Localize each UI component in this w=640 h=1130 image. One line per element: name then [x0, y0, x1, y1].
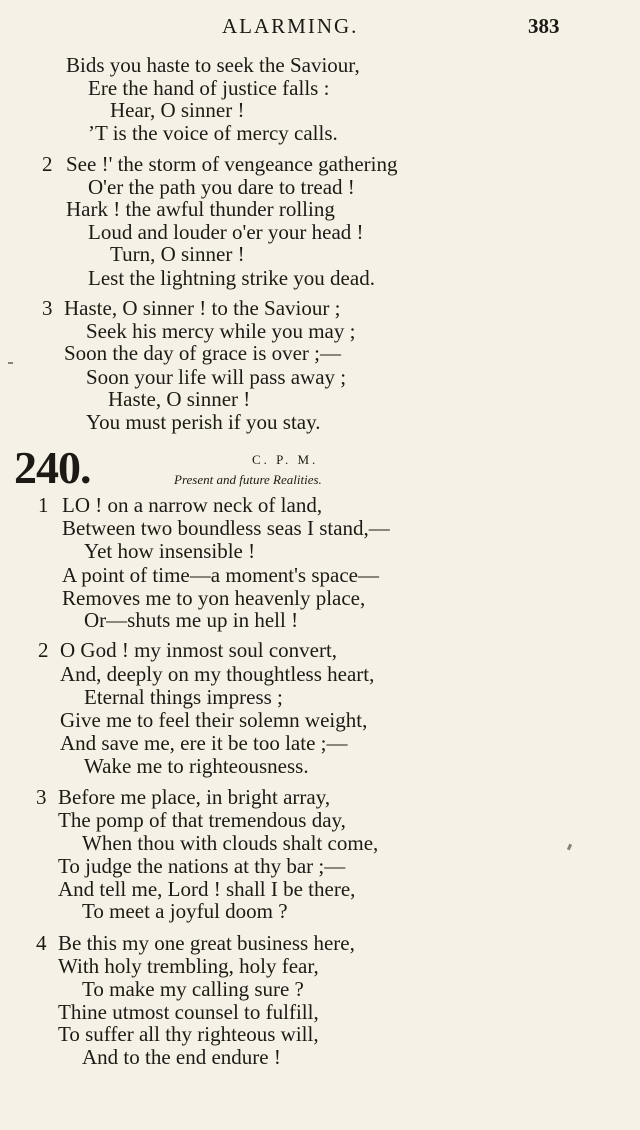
verse-line: Soon your life will pass away ; [86, 365, 347, 389]
verse-line: Lest the lightning strike you dead. [88, 266, 375, 290]
stanza-number: 3 [42, 296, 53, 320]
verse-line: Give me to feel their solemn weight, [60, 708, 368, 732]
verse-line: Yet how insensible ! [84, 539, 256, 563]
verse-line: Haste, O sinner ! to the Saviour ; [64, 296, 341, 320]
verse-line: Thine utmost counsel to fulfill, [58, 1000, 319, 1024]
hymn-number: 240. [14, 442, 91, 493]
page-number: 383 [528, 14, 560, 38]
verse-line: You must perish if you stay. [86, 410, 321, 434]
verse-line: Bids you haste to seek the Saviour, [66, 53, 360, 77]
verse-line: When thou with clouds shalt come, [82, 831, 379, 855]
verse-line: See !' the storm of vengeance gathering [66, 152, 398, 176]
stanza-number: 2 [42, 152, 53, 176]
verse-line: To make my calling sure ? [82, 977, 304, 1001]
verse-line: Hear, O sinner ! [110, 98, 245, 122]
hymn-meter: C. P. M. [252, 452, 319, 467]
verse-line: Turn, O sinner ! [110, 242, 245, 266]
verse-line: Ere the hand of justice falls : [88, 76, 330, 100]
verse-line: The pomp of that tremendous day, [58, 808, 346, 832]
verse-line: A point of time—a moment's space— [62, 563, 379, 587]
verse-line: And to the end endure ! [82, 1045, 281, 1069]
verse-line: And, deeply on my thoughtless heart, [60, 662, 375, 686]
verse-line: And save me, ere it be too late ;— [60, 731, 348, 755]
verse-line: O God ! my inmost soul convert, [60, 638, 338, 662]
verse-line: With holy trembling, holy fear, [58, 954, 319, 978]
verse-line: To suffer all thy righteous will, [58, 1022, 319, 1046]
running-head [0, 14, 640, 44]
stanza-number: 2 [38, 638, 49, 662]
verse-line: Haste, O sinner ! [108, 387, 251, 411]
verse-line: Between two boundless seas I stand,— [62, 516, 390, 540]
verse-line: Eternal things impress ; [84, 685, 283, 709]
verse-line: To judge the nations at thy bar ;— [58, 854, 346, 878]
stanza-number: 4 [36, 931, 47, 955]
verse-line: Soon the day of grace is over ;— [64, 341, 342, 365]
verse-line: Seek his mercy while you may ; [86, 319, 356, 343]
verse-line: To meet a joyful doom ? [82, 899, 288, 923]
verse-line: And tell me, Lord ! shall I be there, [58, 877, 356, 901]
verse-line: Before me place, in bright array, [58, 785, 331, 809]
margin-speck [8, 362, 13, 364]
verse-line: Hark ! the awful thunder rolling [66, 197, 335, 221]
margin-speck [567, 844, 572, 851]
running-title: ALARMING. [222, 14, 359, 38]
stanza-number: 3 [36, 785, 47, 809]
stanza-number: 1 [38, 493, 49, 517]
verse-line: Be this my one great business here, [58, 931, 355, 955]
verse-line: Or—shuts me up in hell ! [84, 608, 299, 632]
verse-line: LO ! on a narrow neck of land, [62, 493, 323, 517]
verse-line: Removes me to yon heavenly place, [62, 586, 366, 610]
verse-line: Wake me to righteousness. [84, 754, 309, 778]
verse-line: Loud and louder o'er your head ! [88, 220, 364, 244]
verse-line: ’T is the voice of mercy calls. [88, 121, 338, 145]
hymn-subject: Present and future Realities. [174, 472, 322, 487]
verse-line: O'er the path you dare to tread ! [88, 175, 355, 199]
